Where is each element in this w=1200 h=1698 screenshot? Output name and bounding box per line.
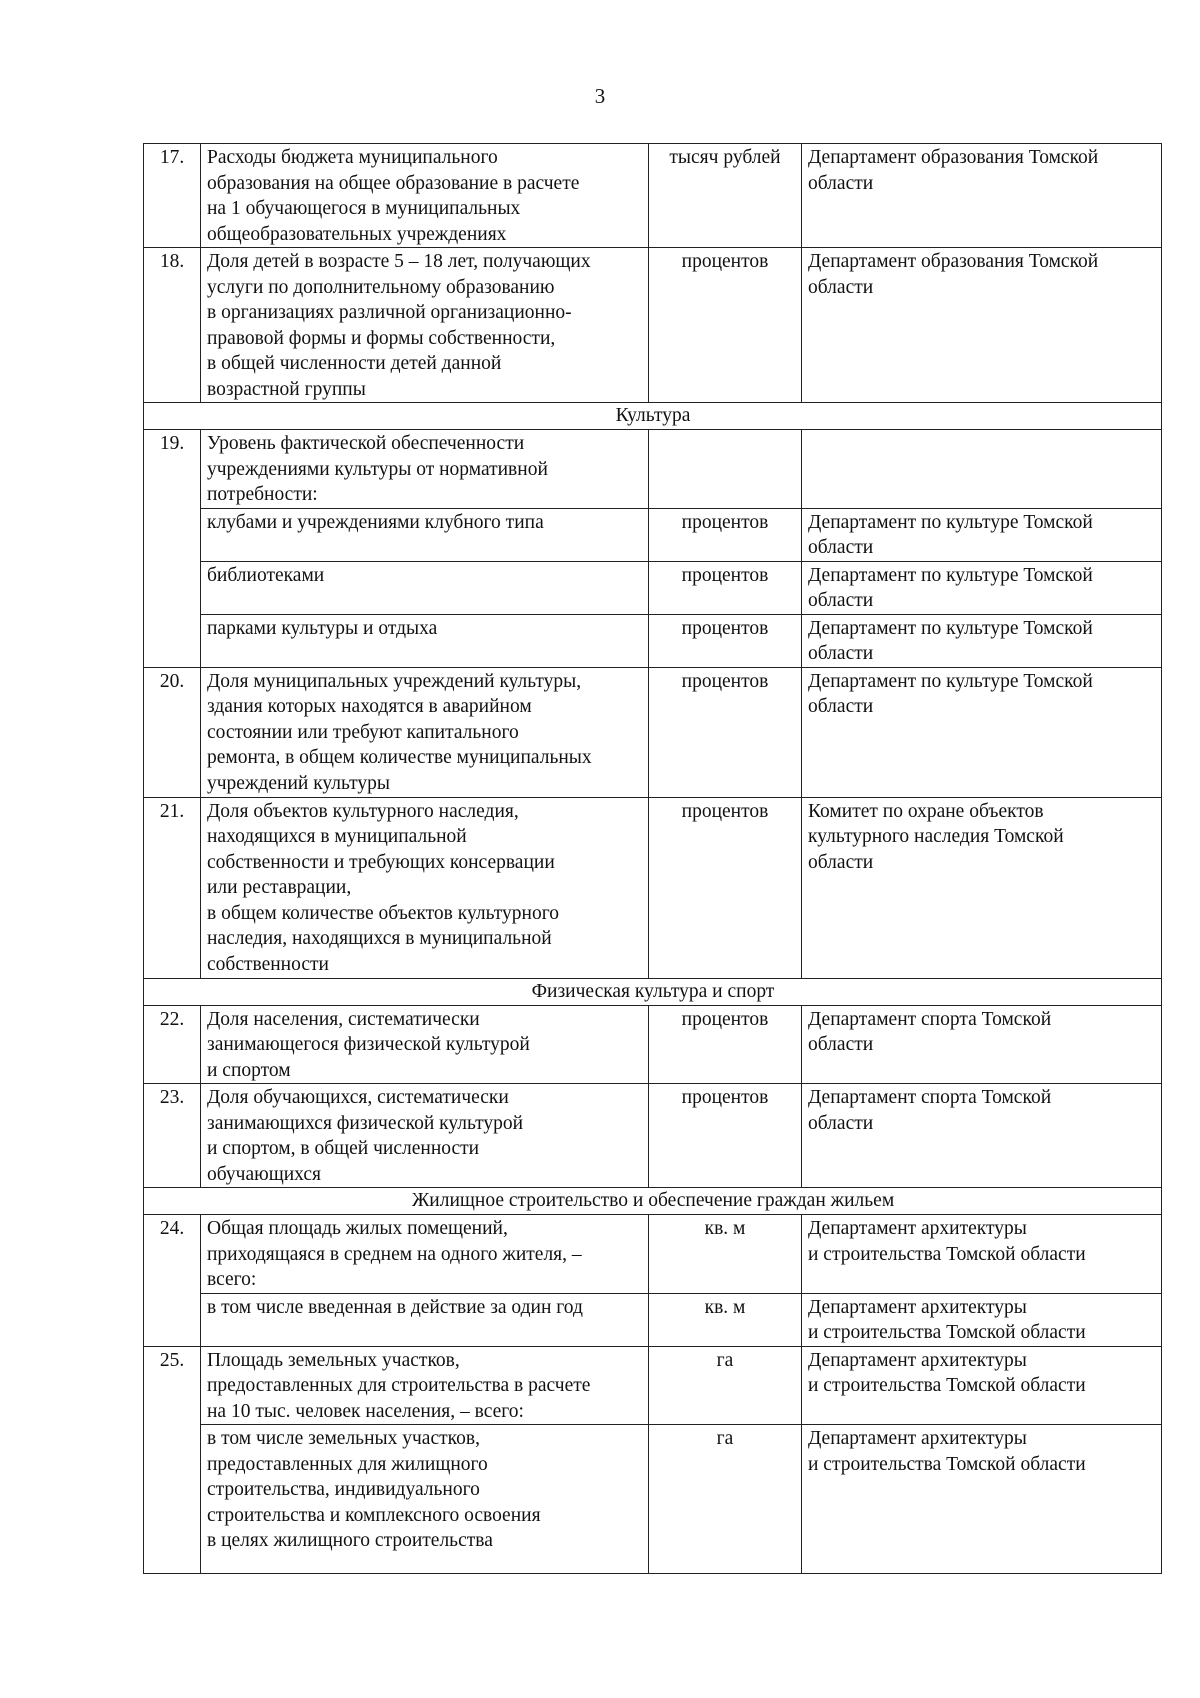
section-title: Жилищное строительство и обеспечение граждан жильем [144,1188,1162,1215]
agency-cell [802,430,1162,509]
agency-cell: Департамент архитектуры и строительства Томской области [802,1293,1162,1346]
agency-cell: Департамент образования Томской области [802,248,1162,403]
row-number: 23. [144,1084,201,1188]
agency-cell: Департамент образования Томской области [802,144,1162,248]
unit-cell: процентов [649,667,802,797]
unit-cell: тысяч рублей [649,144,802,248]
agency-cell: Комитет по охране объектов культурного наследия Томской области [802,797,1162,978]
table-row-17 [144,144,1162,248]
row-number: 20. [144,667,201,797]
table-row-19 [144,430,1162,509]
section-row-culture [144,403,1162,430]
unit-cell: процентов [649,561,802,614]
unit-cell: га [649,1346,802,1425]
section-row-housing [144,1188,1162,1215]
row-number: 17. [144,144,201,248]
table-row-23 [144,1084,1162,1188]
agency-cell: Департамент по культуре Томской области [802,614,1162,667]
unit-cell: кв. м [649,1293,802,1346]
table-row-21 [144,797,1162,978]
unit-cell [649,430,802,509]
unit-cell: процентов [649,1005,802,1084]
row-number: 24. [144,1215,201,1347]
table-row-22 [144,1005,1162,1084]
indicator-subname: в том числе введенная в действие за один год [201,1293,649,1346]
table-subrow [144,1425,1162,1574]
indicator-name: Доля муниципальных учреждений культуры, здания которых находятся в аварийном состоянии или требуют капитального ремонта, в общем количестве муниципальных учреждений культуры [201,667,649,797]
unit-cell: процентов [649,1084,802,1188]
table-subrow [144,1293,1162,1346]
agency-cell: Департамент спорта Томской области [802,1005,1162,1084]
indicator-name: Доля объектов культурного наследия, находящихся в муниципальной собственности и требующих консервации или реставрации, в общем количестве объектов культурного наследия, находящихся в муниципальной собственности [201,797,649,978]
table-row-18 [144,248,1162,403]
page-number: 3 [594,84,606,108]
indicator-name: Площадь земельных участков, предоставленных для строительства в расчете на 10 тыс. человек населения, – всего: [201,1346,649,1425]
indicator-subname: парками культуры и отдыха [201,614,649,667]
indicator-name: Уровень фактической обеспеченности учреждениями культуры от нормативной потребности: [201,430,649,509]
agency-cell: Департамент по культуре Томской области [802,508,1162,561]
indicator-name: Доля детей в возрасте 5 – 18 лет, получающих услуги по дополнительному образованию в организациях различной организационно- правовой формы и формы собственности, в общей численности детей данной возрастной группы [201,248,649,403]
agency-cell: Департамент архитектуры и строительства Томской области [802,1346,1162,1425]
row-number: 18. [144,248,201,403]
indicator-name: Расходы бюджета муниципального образования на общее образование в расчете на 1 обучающегося в муниципальных общеобразовательных учреждениях [201,144,649,248]
unit-cell: га [649,1425,802,1574]
table-row-24 [144,1215,1162,1294]
row-number: 21. [144,797,201,978]
section-title: Культура [144,403,1162,430]
indicators-table [143,143,1162,1574]
section-row-sport [144,978,1162,1005]
row-number: 19. [144,430,201,668]
agency-cell: Департамент архитектуры и строительства Томской области [802,1215,1162,1294]
unit-cell: кв. м [649,1215,802,1294]
agency-cell: Департамент по культуре Томской области [802,667,1162,797]
indicator-name: Общая площадь жилых помещений, приходящаяся в среднем на одного жителя, – всего: [201,1215,649,1294]
section-title: Физическая культура и спорт [144,978,1162,1005]
agency-cell: Департамент архитектуры и строительства Томской области [802,1425,1162,1574]
row-number: 25. [144,1346,201,1574]
unit-cell: процентов [649,614,802,667]
indicator-subname: клубами и учреждениями клубного типа [201,508,649,561]
indicator-subname: в том числе земельных участков, предоставленных для жилищного строительства, индивидуального строительства и комплексного освоения в целях жилищного строительства [201,1425,649,1574]
table-subrow [144,614,1162,667]
agency-cell: Департамент спорта Томской области [802,1084,1162,1188]
indicator-name: Доля населения, систематически занимающегося физической культурой и спортом [201,1005,649,1084]
indicator-subname: библиотеками [201,561,649,614]
agency-cell: Департамент по культуре Томской области [802,561,1162,614]
indicator-name: Доля обучающихся, систематически занимающихся физической культурой и спортом, в общей численности обучающихся [201,1084,649,1188]
unit-cell: процентов [649,797,802,978]
table-subrow [144,508,1162,561]
table-row-20 [144,667,1162,797]
unit-cell: процентов [649,508,802,561]
row-number: 22. [144,1005,201,1084]
table-subrow [144,561,1162,614]
table-row-25 [144,1346,1162,1425]
unit-cell: процентов [649,248,802,403]
